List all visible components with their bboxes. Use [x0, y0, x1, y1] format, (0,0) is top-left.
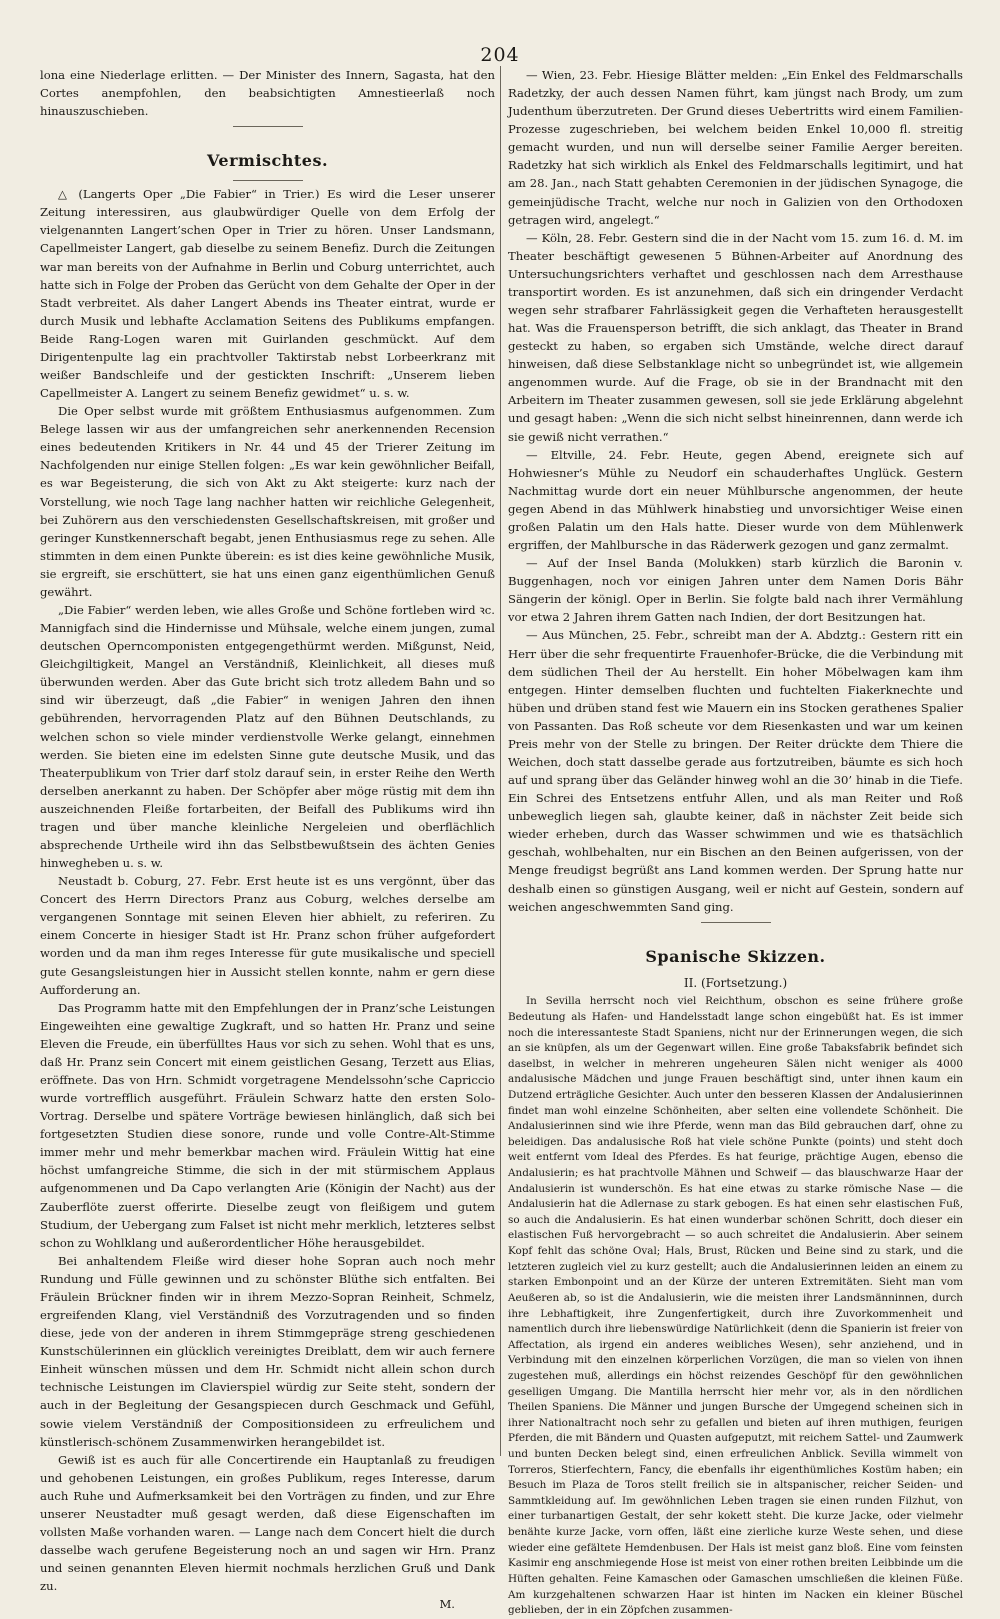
- section-title-vermischtes: Vermischtes.: [206, 151, 329, 171]
- section-subtitle: II. (Fortsetzung.): [683, 975, 788, 990]
- article-paragraph: Gewiß ist es auch für alle Concertirende ein Hauptanlaß zu freudigen und gehobenen Leistungen, ein großes Publikum, reges Interesse, darum auch Ruhe und Aufmerksamkeit bei den Vorträgen zu finden, und zur Ehre unserer Neustadter muß gesagt werden, daß diese Eigenschaften im vollsten Maße vorhanden waren. — Lange nach dem Concert hielt die durch dasselbe wach gerufene Begeisterung noch an und sagen wir Hrn. Pranz und seinen genannten Eleven hiermit nochmals herzlichen Gruß und Dank zu.: [40, 1452, 495, 1594]
- news-item: — Auf der Insel Banda (Molukken) starb kürzlich die Baronin v. Buggenhagen, noch vor einigen Jahren unter dem Namen Doris Bähr Sängerin der königl. Oper in Berlin. Sie folgte bald nach ihrer Vermählung vor etwa 2 Jahren ihrem Gatten nach Indien, der dort Besitzungen hat.: [508, 556, 963, 625]
- article-paragraph: △ (Langerts Oper „Die Fabier“ in Trier.) Es wird die Leser unserer Zeitung interessiren, aus glaubwürdiger Quelle von dem Erfolg der vielgenannten Langert’schen Oper in Trier zu hören. Unser Landsmann, Capellmeister Langert, gab dieselbe zu seinem Benefiz. Durch die Zeitungen war man bereits von der Aufnahme in Berlin und Coburg unterrichtet, auch hatte sich in Folge der Proben das Gerücht von dem Gehalte der Oper in der Stadt verbreitet. Als daher Langert Abends ins Theater eintrat, wurde er durch Musik und lebhafte Acclamation Seitens des Publikums empfangen. Beide Rang-Logen waren mit Guirlanden geschmückt. Auf dem Dirigentenpulte lag ein prachtvoller Taktirstab nebst Lorbeerkranz mit weißer Bandschleife und der gestickten Inschrift: „Unserem lieben Capellmeister A. Langert zu seinem Benefiz gewidmet“ u. s. w.: [40, 187, 495, 401]
- right-column: [508, 66, 963, 1617]
- section-divider: [233, 180, 303, 181]
- section-divider: [233, 126, 303, 127]
- article-continuation: lona eine Niederlage erlitten. — Der Minister des Innern, Sagasta, hat den Cortes anempfohlen, den beabsichtigten Amnestieerlaß noch hinauszuschieben.: [40, 68, 495, 119]
- article-paragraph: Die Oper selbst wurde mit größtem Enthusiasmus aufgenommen. Zum Belege lassen wir aus der umfangreichen sehr anerkennenden Recension eines bedeutenden Kritikers in Nr. 44 und 45 der Trierer Zeitung im Nachfolgenden nur einige Stellen folgen: „Es war kein gewöhnlicher Beifall, es war Begeisterung, die sich von Akt zu Akt steigerte: kurz nach der Vorstellung, wie noch Tage lang nachher hatten wir reichliche Gelegenheit, bei Zuhörern aus den verschiedensten Gesellschaftskreisen, mit großer und geringer Kunstkennerschaft begabt, jenen Enthusiasmus rege zu sehen. Alle stimmten in dem einen Punkte überein: es ist dies keine gewöhnliche Musik, sie ergreift, sie erschüttert, sie hat uns einen ganz eigenthümlichen Genuß gewährt.: [40, 404, 495, 599]
- column-divider: [500, 66, 501, 1456]
- news-item: — Wien, 23. Febr. Hiesige Blätter melden: „Ein Enkel des Feldmarschalls Radetzky, der auch dessen Namen führt, kam jüngst nach Brody, um zum Judenthum überzutreten. Der Grund dieses Uebertritts wird einem Familien-Prozesse zugeschrieben, bei welchem beiden Enkel 10,000 fl. streitig gemacht wurden, und nun will derselbe seiner Familie Aerger bereiten. Radetzky hat sich wirklich als Enkel des Feldmarschalls legitimirt, und hat am 28. Jan., nach Statt gehabten Ceremonien in der jüdischen Synagoge, die gemeinjüdische Tracht, welche nur noch in Galizien von den Orthodoxen getragen wird, angelegt.“: [508, 68, 963, 227]
- author-signature: M.: [439, 1597, 455, 1612]
- article-paragraph: Neustadt b. Coburg, 27. Febr. Erst heute ist es uns vergönnt, über das Concert des Herrn Directors Pranz aus Coburg, welches derselbe am vergangenen Sonntage mit seinen Eleven hier abhielt, zu referiren. Zu einem Concerte in hiesiger Stadt ist Hr. Pranz schon früher aufgefordert worden und da man ihm reges Interesse für gute musikalische und speciell gute Gesangsleistungen hier in Aussicht stellen konnte, nahm er gern diese Aufforderung an.: [40, 874, 495, 997]
- section-title-spanische-skizzen: Spanische Skizzen.: [645, 946, 826, 966]
- article-paragraph: Bei anhaltendem Fleiße wird dieser hohe Sopran auch noch mehr Rundung und Fülle gewinnen und zu schönster Blüthe sich entfalten. Bei Fräulein Brückner finden wir in ihrem Mezzo-Sopran Reinheit, Schmelz, ergreifenden Klang, viel Verständniß des Vorzutragenden und so finden diese, jede von der anderen in ihrem Stimmgepräge streng geschiedenen Kunstschülerinnen ein glücklich vereinigtes Dreiblatt, dem wir auch fernere Einheit wünschen müssen und dem Hr. Schmidt nicht allein schon durch technische Leistungen im Clavierspiel würdig zur Seite steht, sondern der auch in der Begleitung der Gesangspiecen durch Geschmack und Gefühl, sowie vielem Verständniß der Compositionsideen zu erfreulichem und künstlerisch-schönem Zusammenwirken herangebildet ist.: [40, 1253, 495, 1449]
- news-item: — Eltville, 24. Febr. Heute, gegen Abend, ereignete sich auf Hohwiesner’s Mühle zu Neudorf ein schauderhaftes Unglück. Gestern Nachmittag wurde dort ein neuer Mühlbursche angenommen, der heute gegen Abend in das Mühlwerk hinabstieg und unvorsichtiger Weise einen großen Palatin um den Hals hatte. Dieser wurde von dem Mühlenwerk ergriffen, der Mahlbursche in das Räderwerk gezogen und ganz zermalmt.: [508, 447, 963, 553]
- article-paragraph: Das Programm hatte mit den Empfehlungen der in Pranz’sche Leistungen Eingeweihten eine gewaltige Zugkraft, und so hatten Hr. Pranz und seine Eleven die Freude, ein überfülltes Haus vor sich zu sehen. Wohl that es uns, daß Hr. Pranz sein Concert mit einem geistlichen Gesang, Terzett aus Elias, eröffnete. Das von Hrn. Schmidt vorgetragene Mendelssohn’sche Capriccio wurde vortrefflich ausgeführt. Fräulein Schwarz hatte den ersten Solo-Vortrag. Derselbe und spätere Vorträge bewiesen hinlänglich, daß sich bei fortgesetzten Studien diese sonore, runde und volle Contre-Alt-Stimme immer mehr und mehr bemerkbar machen wird. Fräulein Wittig hat eine höchst umfangreiche Stimme, die sich in der mit stürmischem Applaus aufgenommenen und Da Capo verlangten Arie (Königin der Nacht) aus der Zauberflöte zuerst offerirte. Dieselbe zeugt von fleißigem und gutem Studium, der Uebergang zum Falset ist nicht mehr merklich, letzteres selbst schon zu Wohlklang und außerordentlicher Höhe herausgebildet.: [40, 1000, 495, 1250]
- section-divider: [701, 922, 771, 923]
- article-paragraph: „Die Fabier“ werden leben, wie alles Große und Schöne fortleben wird ꝛc. Mannigfach sind die Hindernisse und Mühsale, welche einem jungen, zumal deutschen Operncomponisten entgegengethürmt werden. Mißgunst, Neid, Gleichgiltigkeit, Mangel an Verständniß, Kleinlichkeit, all dieses muß überwunden werden. Aber das Gute bricht sich trotz alledem Bahn und so sind wir überzeugt, daß „die Fabier“ in wenigen Jahren den ihnen gebührenden, hervorragenden Platz auf den Bühnen Deutschlands, zu welchen schon so viele minder verdienstvolle Werke gelangt, einnehmen werden. Sie bieten eine im edelsten Sinne gute deutsche Musik, und das Theaterpublikum von Trier darf stolz darauf sein, in erster Reihe den Werth derselben anerkannt zu haben. Der Schöpfer aber möge rüstig mit dem ihn auszeichnenden Fleiße fortarbeiten, der Beifall des Publikums wird ihn tragen und über manche kleinliche Nergeleien und oberflächlich absprechende Urtheile wird ihn das Selbstbewußtsein des ächten Genies hinwegheben u. s. w.: [40, 602, 495, 871]
- article-paragraph: In Sevilla herrscht noch viel Reichthum, obschon es seine frühere große Bedeutung als Hafen- und Handelsstadt lange schon eingebüßt hat. Es ist immer noch die interessanteste Stadt Spaniens, nicht nur der Erinnerungen wegen, die sich an sie knüpfen, als um der Gegenwart willen. Eine große Tabaksfabrik befindet sich daselbst, in welcher in mehreren ungeheuren Sälen nicht weniger als 4000 andalusische Mädchen und junge Frauen beschäftigt sind, unter ihnen kaum ein Dutzend erträgliche Gesichter. Auch unter den besseren Klassen der Andalusierinnen findet man wohl einzelne Schönheiten, aber selten eine vollendete Schönheit. Die Andalusierinnen sind wie ihre Pferde, wenn man das Bild gebrauchen darf, ohne zu beleidigen. Das andalusische Roß hat viele schöne Punkte (points) und steht doch weit entfernt vom Ideal des Pferdes. Es hat feurige, prächtige Augen, ebenso die Andalusierin; es hat prachtvolle Mähnen und Schweif — das blauschwarze Haar der Andalusierin ist wunderschön. Es hat eine etwas zu starke römische Nase — die Andalusierin hat die Adlernase zu stark gebogen. Es hat einen sehr elastischen Fuß, so auch die Andalusierin. Es hat einen wunderbar schönen Schritt, doch dieser ein elastischen Fuß hervorgebracht — so auch schreitet die Andalusierin. Aber seinem Kopf fehlt das schöne Oval; Hals, Brust, Rücken und Beine sind zu stark, und die letzteren zugleich viel zu kurz gestellt; auch die Andalusierinnen leiden an einem zu starken Embonpoint und an der Kürze der unteren Extremitäten. Sieht man vom Aeußeren ab, so ist die Andalusierin, wie die meisten ihrer Landsmänninnen, durch ihre Lebhaftigkeit, ihre Zungenfertigkeit, durch ihre Zuvorkommenheit und namentlich durch ihre liebenswürdige Natürlichkeit (denn die Spanierin ist freier von Affectation, als irgend ein anderes weibliches Wesen), sehr anziehend, und in Verbindung mit den einzelnen körperlichen Vorzügen, die man so vielen von ihnen zugestehen muß, allerdings ein höchst reizendes Geschöpf für den gewöhnlichen geselligen Umgang. Die Mantilla herrscht hier mehr vor, als in den nördlichen Theilen Spaniens. Die Männer und jungen Bursche der Umgegend scheinen sich in ihrer Nationaltracht noch sehr zu gefallen und bieten auf ihren muthigen, feurigen Pferden, die mit Bändern und Quasten aufgeputzt, mit reichem Sattel- und Zaumwerk und bunten Decken belegt sind, einen erfreulichen Anblick. Sevilla wimmelt von Torreros, Stierfechtern, Fancy, die ebenfalls ihr eigenthümliches Kostüm haben; ein Besuch im Plaza de Toros stellt freilich sie in altspanischer, reicher Seiden- und Sammtkleidung auf. Im gewöhnlichen Leben tragen sie einen runden Filzhut, von einer turbanartigen Gestalt, der sehr kokett steht. Die kurze Jacke, oder vielmehr benähte kurze Jacke, vorn offen, läßt eine zierliche kurze Weste sehen, und diese wieder eine gefältete Hemdenbusen. Der Hals ist meist ganz bloß. Eine vom feinsten Kasimir eng anschmiegende Hose ist meist von einer rothen breiten Leibbinde um die Hüften gehalten. Feine Kamaschen oder Gamaschen umschließen die kleinen Füße. Am kurzgehaltenen schwarzen Haar ist hinten im Nacken ein kleiner Büschel geblieben, der in ein Zöpfchen zusammen-: [508, 995, 963, 1617]
- page-number: 204: [480, 44, 520, 66]
- news-item: — Aus München, 25. Febr., schreibt man der A. Abdztg.: Gestern ritt ein Herr über die sehr frequentirte Frauenhofer-Brücke, die die Verbindung mit dem südlichen Theil der Au herstellt. Ein hoher Möbelwagen kam ihm entgegen. Hinter demselben fluchten und fuchtelten Fiakerknechte und hüben und drüben stand fest wie Mauern ein ins Stocken gerathenes Spalier von Passanten. Das Roß scheute vor dem Riesenkasten und war um keinen Preis mehr von der Stelle zu bringen. Der Reiter drückte dem Thiere die Weichen, doch statt dasselbe gerade aus fortzutreiben, bäumte es sich hoch auf und sprang über das Geländer hinweg wohl an die 30’ hinab in die Tiefe. Ein Schrei des Entsetzens entfuhr Allen, und als man Reiter und Roß unbeweglich liegen sah, glaubte keiner, daß in nächster Zeit beide sich wieder erheben, durch das Wasser schwimmen und wie es thatsächlich geschah, wohlbehalten, nur ein Bischen an den Beinen aufgerissen, von der Menge freudigst begrüßt ans Land kommen werden. Der Sprung hatte nur deshalb einen so günstigen Ausgang, weil er nicht auf Gestein, sondern auf weichen angeschwemmten Sand ging.: [508, 628, 963, 914]
- left-column: [40, 66, 495, 1612]
- news-item: — Köln, 28. Febr. Gestern sind die in der Nacht vom 15. zum 16. d. M. im Theater beschäftigt gewesenen 5 Bühnen-Arbeiter auf Anordnung des Untersuchungsrichters verhaftet und geschlossen nach dem Arresthause transportirt worden. Es ist anzunehmen, daß sich ein dringender Verdacht wegen sehr strafbarer Fahrlässigkeit gegen die Verhafteten herausgestellt hat. Was die Frauensperson betrifft, die sich anklagt, das Theater in Brand gesteckt zu haben, so ergaben sich Umstände, welche direct darauf hinweisen, daß diese Selbstanklage nicht so unbegründet ist, wie allgemein angenommen wurde. Auf die Frage, ob sie in der Brandnacht mit den Arbeitern im Theater zusammen gewesen, soll sie jede Erklärung abgelehnt und gesagt haben: „Wenn die sich nicht selbst hineinrennen, dann werde ich sie gewiß nicht verrathen.“: [508, 230, 963, 444]
